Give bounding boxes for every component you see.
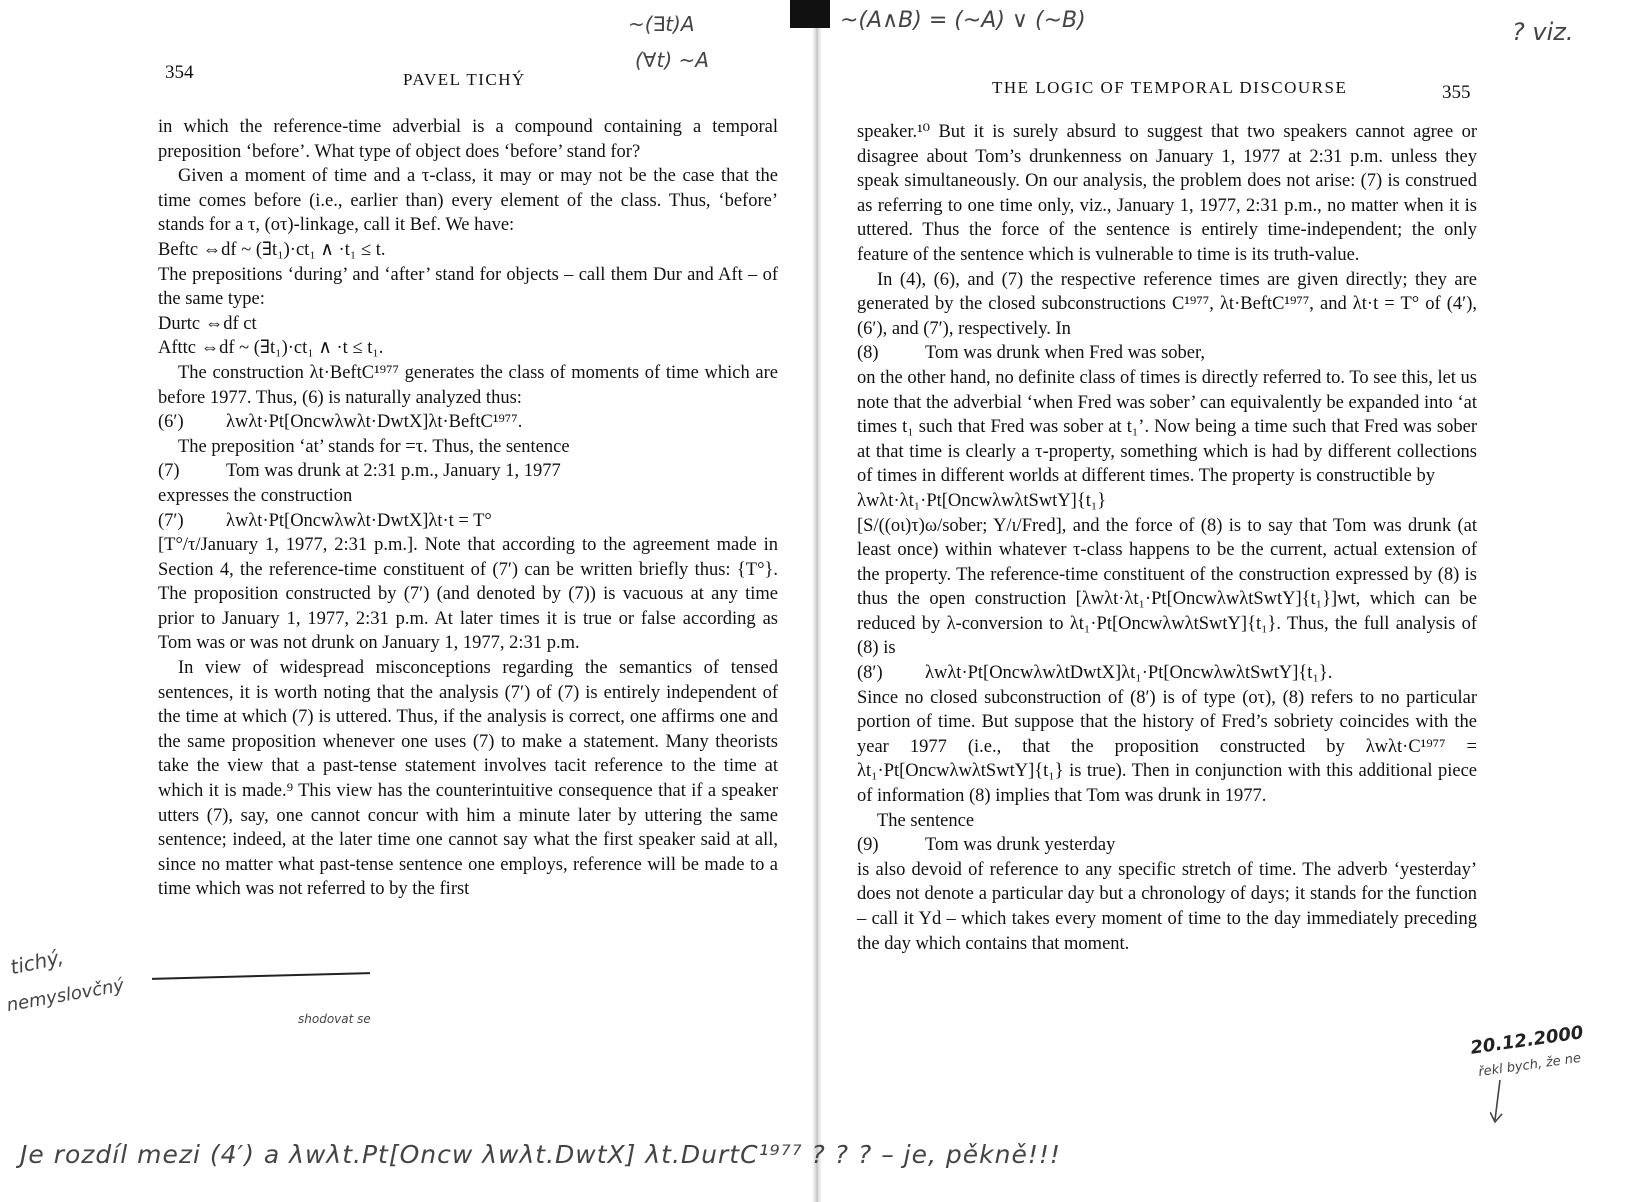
paragraph: in which the reference-time adverbial is a compound containing a temporal preposition ‘before’. What type of object does ‘before’ stand for? (158, 117, 778, 162)
definition-formula: Beftc ⇔df ~ (∃t₁)·ct₁ ∧ ·t₁ ≤ t. (158, 239, 386, 260)
handwritten-note: ~(∃t)A (628, 12, 695, 36)
example-number: (8′) (857, 663, 883, 684)
paragraph: [T°/τ/January 1, 1977, 2:31 p.m.]. Note that according to the agreement made in Section 4, the reference-time constituent of (7′) can be written briefly thus: {T°}. The proposition constructed by (7′) (and denoted by (7)) is vacuous at any time prior to January 1, 1977, 2:31 p.m. At later times it is true or false according as Tom was or was not drunk on January 1, 1977, 2:31 p.m. (158, 535, 778, 654)
arrow-down-icon (1490, 1080, 1504, 1124)
paragraph: on the other hand, no definite class of times is directly referred to. To see this, let us note that the adverbial ‘when Fred was sober’ can equivalently be expanded into ‘at times t₁ such that Fred was sober at t₁’. Now being a time such that Fred was sober at that time is clearly a τ-property, something which is had by different collections of times in different worlds at different times. The property is constructible by (857, 367, 1478, 487)
example-sentence: Tom was drunk yesterday (925, 835, 1116, 856)
page-number: 355 (1442, 82, 1471, 103)
example-number: (6′) (158, 412, 184, 433)
example-6prime (158, 410, 778, 435)
bottom-handwritten-note: Je rozdíl mezi (4′) a λwλt.Pt[Oncw λwλt.DwtX] λt.DurtC¹⁹⁷⁷ ? ? ? – je, pěkně!!! (20, 1140, 1061, 1169)
book-spine-shadow (812, 0, 822, 1202)
handwritten-note: ? viz. (1512, 18, 1574, 46)
left-page (0, 0, 812, 1202)
paragraph: [S/((oι)τ)ω/sober; Y/ι/Fred], and the force of (8) is to say that Tom was drunk (at least once) within whatever τ-class happens to be the current, actual extension of the property. The reference-time constituent of the construction expressed by (8) is thus the open construction [λwλt·λt₁·Pt[OncwλwλtSwtY]{t₁}]wt, which can be reduced by λ-conversion to λt₁·Pt[OncwλwλtSwtY]{t₁}. Thus, the full analysis of (8) is (857, 515, 1477, 659)
page-number: 354 (165, 62, 194, 83)
margin-note: tichý, (8, 944, 66, 980)
paragraph: The construction λt·BeftC¹⁹⁷⁷ generates the class of moments of time which are before 1977. Thus, (6) is naturally analyzed thus: (158, 362, 778, 408)
example-number: (8) (857, 343, 879, 364)
handwritten-date: 20.12.2000 (1469, 1022, 1585, 1059)
paragraph: Given a moment of time and a τ-class, it may or may not be the case that the time comes before (i.e., earlier than) every element of the class. Thus, ‘before’ stands for a τ, (oτ)-linkage, call it Bef. We have: (158, 166, 778, 236)
paragraph: Since no closed subconstruction of (8′) is of type (oτ), (8) refers to no particular portion of time. But suppose that the history of Fred’s sobriety coincides with the year 1977 (i.e., that the proposition constructed by λwλt·C¹⁹⁷⁷ = λt₁·Pt[OncwλwλtSwtY]{t₁} is true). Then in conjunction with this additional piece of information (8) implies that Tom was drunk in 1977. (857, 687, 1477, 807)
left-body (158, 115, 778, 902)
example-9 (857, 833, 1477, 858)
definition-formula: Afttc ⇔df ~ (∃t₁)·ct₁ ∧ ·t ≤ t₁. (158, 338, 384, 359)
example-8 (857, 341, 1477, 366)
right-body (857, 120, 1477, 956)
right-page (822, 0, 1643, 1202)
paragraph: The sentence (877, 810, 975, 831)
paragraph: The preposition ‘at’ stands for =τ. Thus, the sentence (178, 436, 570, 457)
running-header: PAVEL TICHÝ (403, 70, 526, 89)
example-7prime (158, 509, 778, 534)
running-header: THE LOGIC OF TEMPORAL DISCOURSE (992, 78, 1348, 97)
paragraph: In view of widespread misconceptions regarding the semantics of tensed sentences, it is worth noting that the analysis (7′) of (7) is entirely independent of the time at which (7) is uttered. Thus, if the analysis is correct, one affirms one and the same proposition whenever one uses (7) to make a statement. Many theorists take the view that a past-tense statement involves tacit reference to the time at which it is made.⁹ This view has the counterintuitive consequence that if a speaker utters (7), say, one cannot concur with him a minute later by uttering the same sentence; indeed, at the later time one cannot say what the first speaker said at all, since no matter what past-tense sentence one employs, reference will be made to a time which was not referred to by the first (158, 658, 778, 900)
example-formula: λwλt·Pt[Oncwλwλt·DwtX]λt·BeftC¹⁹⁷⁷. (226, 412, 523, 433)
example-formula: λwλt·Pt[OncwλwλtDwtX]λt₁·Pt[OncwλwλtSwtY]{t₁}. (925, 663, 1333, 684)
example-number: (7) (158, 461, 180, 482)
handwritten-note: (∀t) ~A (635, 48, 709, 72)
paragraph: speaker.¹⁰ But it is surely absurd to suggest that two speakers cannot agree or disagree about Tom’s drunkenness on January 1, 1977 at 2:31 p.m. unless they speak simultaneously. On our analysis, the problem does not arise: (7) is construed as referring to one time only, viz., January 1, 1977, 2:31 p.m., no matter when it is uttered. Thus the force of the sentence is entirely time-independent; the only feature of the sentence which is vulnerable to time is its truth-value. (857, 122, 1477, 265)
property-formula: λwλt·λt₁·Pt[OncwλwλtSwtY]{t₁} (857, 490, 1107, 511)
example-7 (158, 459, 778, 484)
margin-note: nemyslovčný (5, 974, 126, 1017)
example-number: (7′) (158, 510, 184, 531)
paragraph: The prepositions ‘during’ and ‘after’ stand for objects – call them Dur and Aft – of the same type: (158, 264, 778, 310)
interlinear-note: shodovat se (298, 1012, 371, 1026)
paragraph: In (4), (6), and (7) the respective reference times are given directly; they are generated by the closed subconstructions C¹⁹⁷⁷, λt·BeftC¹⁹⁷⁷, and λt·t = T° of (4′), (6′), and (7′), respectively. In (857, 269, 1477, 339)
example-sentence: Tom was drunk at 2:31 p.m., January 1, 1977 (226, 461, 561, 482)
example-number: (9) (857, 835, 879, 856)
example-8prime (857, 661, 1477, 686)
example-sentence: Tom was drunk when Fred was sober, (925, 343, 1206, 364)
handwritten-formula: ~(A∧B) = (~A) ∨ (~B) (840, 8, 1086, 33)
example-formula: λwλt·Pt[Oncwλwλt·DwtX]λt·t = T° (226, 510, 492, 531)
definition-formula: Durtc ⇔df ct (158, 313, 257, 334)
paragraph: expresses the construction (158, 485, 353, 506)
margin-note: řekl bych, že ne (1477, 1050, 1582, 1081)
paragraph: is also devoid of reference to any specific stretch of time. The adverb ‘yesterday’ does not denote a particular day but a chronology of days; it stands for the function – call it Yd – which takes every moment of time to the day immediately preceding the day which contains that moment. (857, 859, 1477, 954)
